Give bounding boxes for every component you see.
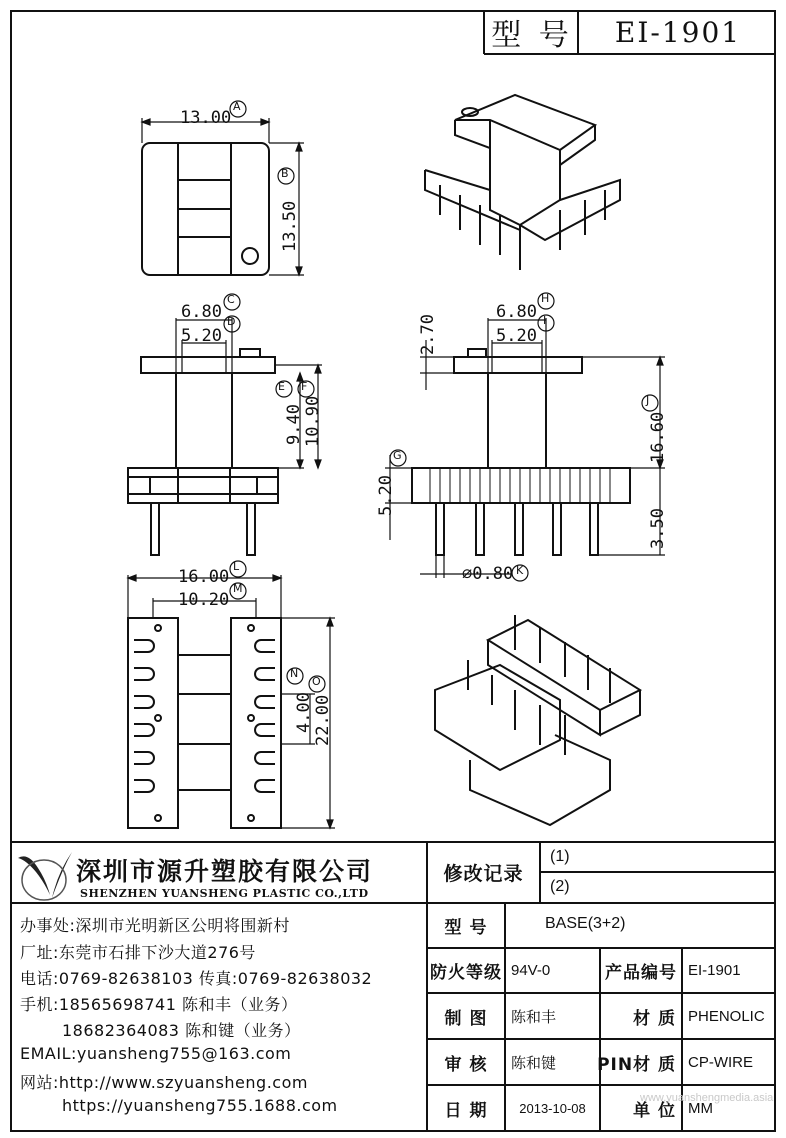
drawn-by-label: 制 图 <box>444 1008 488 1029</box>
side-pin-5 <box>590 503 598 555</box>
ref-label-h: H <box>541 292 550 305</box>
isometric-bottom-view <box>435 615 640 825</box>
ref-label-o: O <box>312 675 321 688</box>
dim-side-i: 5.20 <box>496 326 537 346</box>
watermark: www.yuanshengmedia.asia <box>640 1092 774 1104</box>
dim-side-h: 6.80 <box>496 302 537 322</box>
front-pin-right <box>247 503 255 555</box>
dim-bottom-l: 16.00 <box>178 567 230 587</box>
company-mobile-2: 18682364083 陈和键（业务） <box>62 1021 301 1040</box>
bottom-left-rail <box>128 618 178 828</box>
dim-side-g: 5.20 <box>376 475 396 516</box>
ref-label-d: D <box>227 315 236 328</box>
unit-value: MM <box>688 1100 713 1117</box>
material-label: 材 质 <box>633 1008 676 1029</box>
pin1-marker-circle <box>242 248 258 264</box>
dim-top-height: 13.50 <box>280 200 300 252</box>
dim-front-f: 10.90 <box>303 395 323 447</box>
title-model-label: 型 号 <box>491 18 573 53</box>
dim-front-e: 9.40 <box>284 404 304 445</box>
date-label: 日 期 <box>444 1101 488 1121</box>
unit-label: 单 位 <box>633 1101 676 1121</box>
side-top-flange <box>454 357 582 373</box>
pin-material-value: CP-WIRE <box>688 1053 753 1071</box>
dim-top-width: 13.00 <box>180 108 232 128</box>
front-pin-left <box>151 503 159 555</box>
dim-side-j: 16.60 <box>648 411 668 463</box>
side-pin-3 <box>515 503 523 555</box>
dim-bottom-m: 10.20 <box>178 590 230 610</box>
revision-label: 修改记录 <box>443 863 524 885</box>
company-factory: 厂址:东莞市石排下沙大道276号 <box>20 943 256 962</box>
company-name-en: SHENZHEN YUANSHENG PLASTIC CO.,LTD <box>80 887 369 900</box>
date-value: 2013-10-08 <box>519 1101 586 1116</box>
ref-label-e: E <box>278 380 285 393</box>
ref-label-k: K <box>516 564 524 577</box>
company-phone: 电话:0769-82638103 传真:0769-82638032 <box>20 969 373 988</box>
company-name-cn: 深圳市源升塑胶有限公司 <box>76 857 374 886</box>
side-pin-4 <box>553 503 561 555</box>
ref-label-l: L <box>233 560 240 573</box>
reviewed-by-label: 审 核 <box>444 1054 488 1075</box>
ref-label-j: J <box>646 394 650 407</box>
model-value: BASE(3+2) <box>545 915 626 932</box>
revision-1: (1) <box>550 848 570 865</box>
company-email: EMAIL:yuansheng755@163.com <box>20 1044 292 1063</box>
material-value: PHENOLIC <box>688 1007 765 1025</box>
fire-rating-value: 94V-0 <box>511 962 551 979</box>
ref-label-c: C <box>227 293 235 306</box>
company-website-1: 网站:http://www.szyuansheng.com <box>20 1073 308 1092</box>
ref-label-f: F <box>301 380 308 393</box>
company-office: 办事处:深圳市光明新区公明将围新村 <box>20 916 290 935</box>
ref-label-n: N <box>290 667 299 680</box>
dim-bottom-o: 22.00 <box>313 694 333 746</box>
product-no-label: 产品编号 <box>605 963 677 983</box>
side-base <box>412 468 630 503</box>
dim-side-pin-length: 3.50 <box>648 508 668 549</box>
company-website-2: https://yuansheng755.1688.com <box>62 1096 338 1115</box>
ref-label-i: I <box>543 314 547 327</box>
drawn-by-value: 陈和丰 <box>511 1007 557 1026</box>
product-no-value: EI-1901 <box>688 962 741 979</box>
dim-front-d: 5.20 <box>181 326 222 346</box>
bottom-right-rail <box>231 618 281 828</box>
pin-material-label: PIN材 质 <box>597 1054 676 1075</box>
revision-2: (2) <box>550 878 570 895</box>
dim-front-c: 6.80 <box>181 302 222 322</box>
ref-label-m: M <box>233 582 243 595</box>
reviewed-by-value: 陈和键 <box>511 1053 557 1072</box>
isometric-top-view <box>425 95 620 270</box>
side-pin-1 <box>436 503 444 555</box>
side-pin-2 <box>476 503 484 555</box>
company-logo <box>18 852 72 900</box>
dim-side-flange: 2.70 <box>418 314 438 355</box>
ref-label-g: G <box>393 449 402 462</box>
company-mobile-1: 手机:18565698741 陈和丰（业务） <box>20 995 298 1014</box>
dim-side-k: ⌀0.80 <box>462 564 514 584</box>
ref-circle-j <box>642 395 658 411</box>
title-model-value: EI-1901 <box>614 15 742 49</box>
ref-label-a: A <box>233 100 241 113</box>
ref-label-b: B <box>281 167 289 180</box>
model-label: 型 号 <box>444 918 488 938</box>
fire-rating-label: 防火等级 <box>430 963 502 983</box>
front-top-flange <box>141 357 275 373</box>
dim-bottom-n: 4.00 <box>294 692 314 733</box>
